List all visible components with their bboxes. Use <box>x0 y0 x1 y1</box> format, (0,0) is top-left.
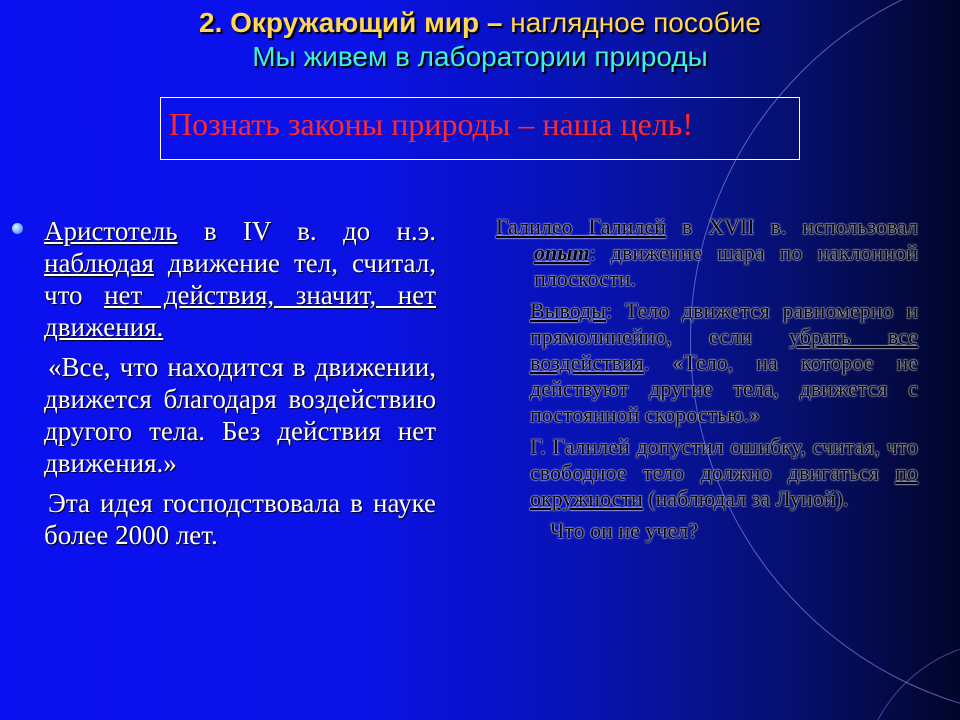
title-line-1 <box>0 6 960 40</box>
circle-phrase: по окружности <box>530 460 918 511</box>
bullet-icon <box>12 223 23 234</box>
title-rest-part: наглядное пособие <box>502 7 761 38</box>
text: (наблюдал за Луной). <box>642 486 849 511</box>
right-paragraph-2 <box>496 298 918 428</box>
aristotle-name: Аристотель <box>44 216 178 246</box>
text: движение тел, считал, что <box>44 248 436 310</box>
title-bold-part: 2. Окружающий мир – <box>199 7 503 38</box>
observing-word: наблюдая <box>44 248 154 278</box>
no-action-phrase: нет действия, значит, нет движения. <box>44 280 436 342</box>
goal-box: Познать законы природы – наша цель! <box>160 97 800 160</box>
left-paragraph-1 <box>44 215 436 343</box>
conclusions-word: Выводы <box>530 298 607 323</box>
text: в XVII в. использовал <box>665 214 918 239</box>
right-paragraph-1 <box>496 214 918 292</box>
text: Г. Галилей допустил ошибку, считая, что свободное тело должно двигаться <box>530 434 918 485</box>
text: в IV в. до н.э. <box>177 216 436 246</box>
left-paragraph-3: Эта идея господствовала в науке более 2000 лет. <box>44 488 436 550</box>
right-column <box>496 214 918 550</box>
galileo-name: Галилео Галилей <box>496 214 666 239</box>
right-question: Что он не учел? <box>550 518 699 543</box>
left-paragraph-2: «Все, что находится в движении, движется благодаря воздействию другого тела. Без действия нет движения.» <box>44 352 436 478</box>
left-column <box>44 215 436 559</box>
remove-actions-phrase: убрать все воздействия <box>530 324 918 375</box>
text: . «Тело, на которое не действуют другие тела, движется с постоянной скоростью.» <box>530 350 918 427</box>
title-line-2: Мы живем в лаборатории природы <box>252 41 708 72</box>
text: : Тело движется равномерно и прямолинейно, если <box>530 298 918 349</box>
right-paragraph-3 <box>496 434 918 512</box>
text: : движение шара по наклонной плоскости. <box>534 240 918 291</box>
slide-title <box>0 6 960 74</box>
experiment-word: опыт <box>534 240 590 265</box>
